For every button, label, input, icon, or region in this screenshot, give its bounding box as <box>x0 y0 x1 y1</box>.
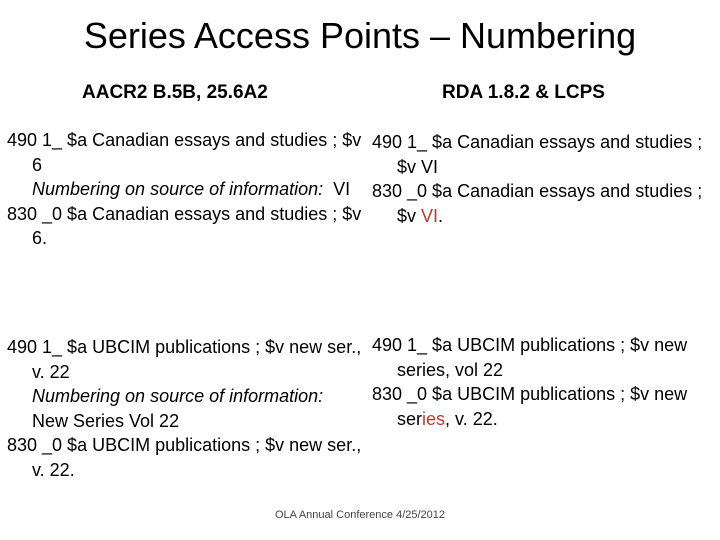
line830-prefix: 830 _0 $a UBCIM publications ; $v new ser <box>372 384 688 429</box>
example1-aacr2-block <box>7 128 362 251</box>
line830-prefix: 830 _0 $a Canadian essays and studies ; $v <box>372 181 703 226</box>
example2-aacr2-note <box>7 384 362 433</box>
example1-rda-490: 490 1_ $a Canadian essays and studies ; $v VI <box>372 132 703 177</box>
example2-aacr2-490: 490 1_ $a UBCIM publications ; $v new ser., v. 22 <box>7 337 362 382</box>
example2-rda-830 <box>372 382 717 431</box>
aacr2-column-heading: AACR2 B.5B, 25.6A2 <box>82 82 268 103</box>
example1-rda-830 <box>372 179 717 228</box>
example2-rda-490: 490 1_ $a UBCIM publications ; $v new series, vol 22 <box>372 335 688 380</box>
example2-rda-block <box>372 333 717 431</box>
note-value: VI <box>333 179 351 199</box>
example2-aacr2-830: 830 _0 $a UBCIM publications ; $v new ser., v. 22. <box>7 435 362 480</box>
example2-aacr2-block <box>7 335 362 482</box>
line830-highlight: VI <box>421 205 439 226</box>
line830-suffix: , v. 22. <box>445 408 498 429</box>
slide-footer: OLA Annual Conference 4/25/2012 <box>274 509 446 521</box>
note-label: Numbering on source of information: <box>32 386 324 406</box>
slide-title: Series Access Points – Numbering <box>83 15 637 56</box>
example1-aacr2-830: 830 _0 $a Canadian essays and studies ; $v 6. <box>7 203 362 248</box>
note-label: Numbering on source of information: <box>32 179 324 199</box>
rda-column-heading: RDA 1.8.2 & LCPS <box>442 82 605 103</box>
example1-rda-block <box>372 130 717 228</box>
example1-aacr2-490: 490 1_ $a Canadian essays and studies ; $v 6 <box>7 130 362 175</box>
line830-highlight: ies <box>422 408 446 429</box>
example1-aacr2-note <box>7 177 362 202</box>
note-value: New Series Vol 22 <box>32 410 180 431</box>
line830-suffix: . <box>438 205 444 226</box>
